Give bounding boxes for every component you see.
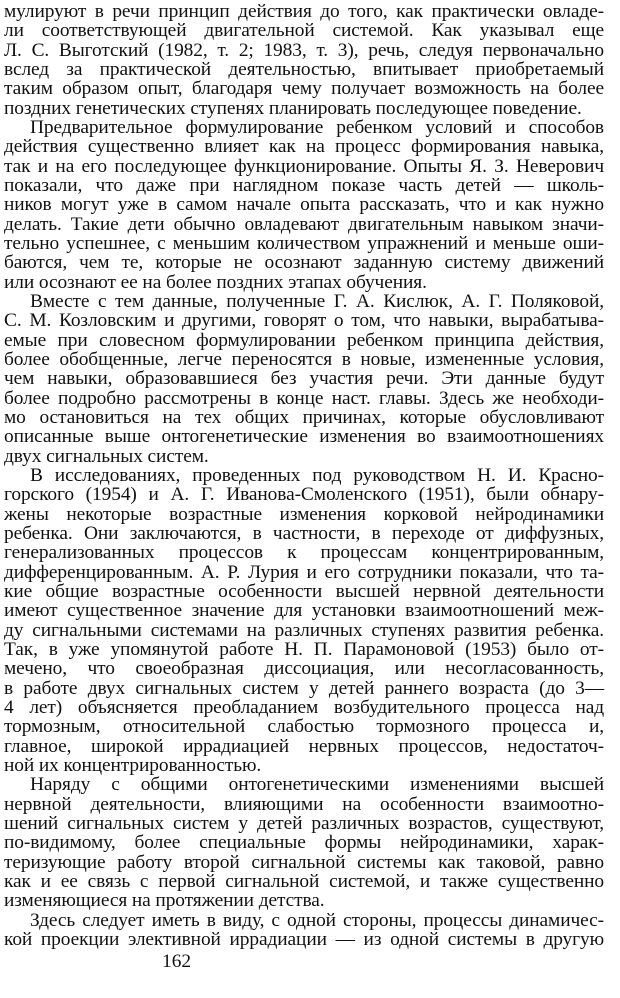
text-line: Здесь следует иметь в виду, с одной стороны, процессы динамичес- xyxy=(30,910,604,931)
text-line: ребенка. Они заключаются, в частности, в переходе от диффузных, xyxy=(4,523,604,544)
page-number: 162 xyxy=(162,951,192,972)
text-line: более обобщенные, легче переносятся в новые, измененные условия, xyxy=(4,349,604,370)
text-line: по-видимому, более специальные формы нейродинамики, харак- xyxy=(4,832,604,853)
text-line: так и на его последующее функционирование. Опыты Я. З. Неверович xyxy=(4,156,604,177)
text-line: мулируют в речи принцип действия до того, как практически овладе- xyxy=(4,1,604,22)
text-line: кие общие возрастные особенности высшей нервной деятельности xyxy=(4,581,604,602)
text-line: ли соответствующей двигательной системой. Как указывал еще xyxy=(4,20,604,41)
text-line: более подробно рассмотрены в конце наст. главы. Здесь же необходи- xyxy=(4,388,604,409)
text-line: тельно успешнее, с меньшим количеством упражнений и меньше оши- xyxy=(4,233,604,254)
text-line: Так, в уже упомянутой работе Н. П. Парамоновой (1953) было от- xyxy=(4,639,604,660)
text-line: ду сигнальными системами на различных ступенях развития ребенка. xyxy=(4,620,604,641)
text-line: Предварительное формулирование ребенком условий и способов xyxy=(30,117,604,138)
text-line: ной их концентрированностью. xyxy=(4,755,262,776)
text-line: в работе двух сигнальных систем у детей раннего возраста (до 3— xyxy=(4,678,604,699)
document-page xyxy=(4,0,616,998)
text-line: главное, широкой иррадиацией нервных процессов, недостаточ- xyxy=(4,736,604,757)
text-line: емые при словесном формулировании ребенком принципа действия, xyxy=(4,330,604,351)
text-line: Наряду с общими онтогенетическими изменениями высшей xyxy=(30,774,604,795)
text-line: жены некоторые возрастные изменения корковой нейродинамики xyxy=(4,504,604,525)
text-line: 4 лет) объясняется преобладанием возбудительного процесса над xyxy=(4,697,604,718)
text-line: вслед за практической деятельностью, впитывает приобретаемый xyxy=(4,59,604,80)
text-line: изменяющиеся на протяжении детства. xyxy=(4,890,325,911)
text-line: С. М. Козловским и другими, говорят о том, что навыки, вырабатыва- xyxy=(4,310,604,331)
text-line: баются, чем те, которые не осознают заданную систему движений xyxy=(4,252,604,273)
text-line: таким образом опыт, благодаря чему получает возможность на более xyxy=(4,78,604,99)
text-line: мечено, что своеобразная диссоциация, или несогласованность, xyxy=(4,658,604,679)
text-line: теризующие работу второй сигнальной системы как таковой, равно xyxy=(4,852,604,873)
text-line: нервной деятельности, влияющими на особенности взаимоотно- xyxy=(4,794,604,815)
text-line: как и ее связь с первой сигнальной системой, и также существенно xyxy=(4,871,604,892)
text-line: Л. С. Выготский (1982, т. 2; 1983, т. 3), речь, следуя первоначально xyxy=(4,40,604,61)
text-line: Вместе с тем данные, полученные Г. А. Кислюк, А. Г. Поляковой, xyxy=(30,291,604,312)
text-line: кой проекции элективной иррадиации — из одной системы в другую xyxy=(4,929,604,950)
text-line: дифференцированным. А. Р. Лурия и его сотрудники показали, что та- xyxy=(4,562,604,583)
text-line: мо остановиться на тех общих причинах, которые обусловливают xyxy=(4,407,604,428)
text-line: ников могут уже в самом начале опыта рассказать, что и как нужно xyxy=(4,194,604,215)
text-line: поздних генетических ступенях планировать последующее поведение. xyxy=(4,98,582,119)
text-line: шений сигнальных систем у детей различных возрастов, существуют, xyxy=(4,813,604,834)
text-line: В исследованиях, проведенных под руководством Н. И. Красно- xyxy=(30,465,604,486)
text-line: чем навыки, образовавшиеся без участия речи. Эти данные будут xyxy=(4,368,604,389)
text-line: генерализованных процессов к процессам концентрированным, xyxy=(4,542,604,563)
text-line: горского (1954) и А. Г. Иванова-Смоленского (1951), были обнару- xyxy=(4,484,604,505)
text-line: или осознают ее на более поздних этапах обучения. xyxy=(4,272,427,293)
text-line: имеют существенное значение для установки взаимоотношений меж- xyxy=(4,600,604,621)
text-line: показали, что даже при наглядном показе часть детей — школь- xyxy=(4,175,604,196)
text-line: делать. Такие дети обычно овладевают двигательным навыком значи- xyxy=(4,214,604,235)
text-line: описанные выше онтогенетические изменения во взаимоотношениях xyxy=(4,426,604,447)
text-line: тормозным, относительной слабостью тормозного процесса и, xyxy=(4,716,604,737)
text-line: действия существенно влияет как на процесс формирования навыка, xyxy=(4,136,604,157)
text-line: двух сигнальных систем. xyxy=(4,446,209,467)
